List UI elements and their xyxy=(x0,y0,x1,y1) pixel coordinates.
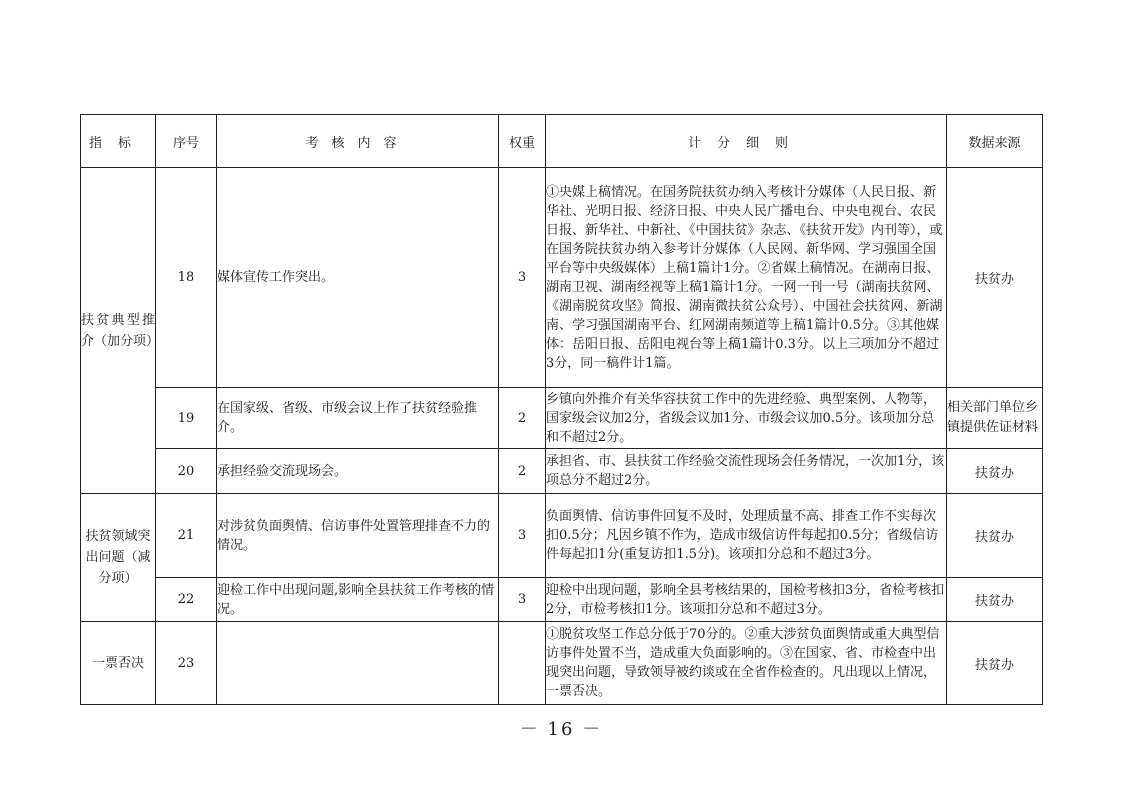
table-row xyxy=(81,494,1043,578)
row-content: 媒体宣传工作突出。 xyxy=(217,168,499,388)
row-weight: 3 xyxy=(499,168,546,388)
row-rule: 迎检中出现问题，影响全县考核结果的，国检考核扣3分，省检考核扣2分，市检考核扣1分。该项扣分总和不超过3分。 xyxy=(546,578,947,622)
page-number: － 16 － xyxy=(519,719,603,740)
table-header-row xyxy=(81,115,1043,168)
header-content: 考核内容 xyxy=(217,115,499,168)
table-row xyxy=(81,449,1043,494)
row-number: 21 xyxy=(156,494,217,578)
row-weight xyxy=(499,622,546,705)
header-scoring-rules: 计分细则 xyxy=(546,115,947,168)
category-cell: 扶贫典型推介（加分项） xyxy=(81,168,156,494)
row-content: 在国家级、省级、市级会议上作了扶贫经验推介。 xyxy=(217,388,499,449)
row-number: 19 xyxy=(156,388,217,449)
row-content xyxy=(217,622,499,705)
row-weight: 2 xyxy=(499,449,546,494)
row-number: 23 xyxy=(156,622,217,705)
row-weight: 2 xyxy=(499,388,546,449)
row-content: 承担经验交流现场会。 xyxy=(217,449,499,494)
row-number: 20 xyxy=(156,449,217,494)
table-row xyxy=(81,388,1043,449)
row-number: 22 xyxy=(156,578,217,622)
row-source: 扶贫办 xyxy=(947,494,1043,578)
row-weight: 3 xyxy=(499,578,546,622)
row-rule: ①央媒上稿情况。在国务院扶贫办纳入考核计分媒体（人民日报、新华社、光明日报、经济日报、中央人民广播电台、中央电视台、农民日报、新华社、中新社、《中国扶贫》杂志、《扶贫开发》内刊等），或在国务院扶贫办纳入参考计分媒体（人民网、新华网、学习强国全国平台等中央级媒体）上稿1篇计1分。②省媒上稿情况。在湖南日报、湖南卫视、湖南经视等上稿1篇计1分。一网一刊一号（湖南扶贫网、《湖南脱贫攻坚》简报、湖南微扶贫公众号）、中国社会扶贫网、新湖南、学习强国湖南平台、红网湖南频道等上稿1篇计0.5分。③其他媒体：岳阳日报、岳阳电视台等上稿1篇计0.3分。以上三项加分不超过3分，同一稿件计1篇。 xyxy=(546,168,947,388)
row-content: 迎检工作中出现问题,影响全县扶贫工作考核的情况。 xyxy=(217,578,499,622)
row-content: 对涉贫负面舆情、信访事件处置管理排查不力的情况。 xyxy=(217,494,499,578)
row-source: 扶贫办 xyxy=(947,168,1043,388)
assessment-table xyxy=(80,114,1043,705)
row-rule: 承担省、市、县扶贫工作经验交流性现场会任务情况，一次加1分，该项总分不超过2分。 xyxy=(546,449,947,494)
header-weight: 权重 xyxy=(499,115,546,168)
row-source: 扶贫办 xyxy=(947,578,1043,622)
row-source: 扶贫办 xyxy=(947,622,1043,705)
row-rule: 负面舆情、信访事件回复不及时，处理质量不高、排查工作不实每次扣0.5分；凡因乡镇不作为，造成市级信访件每起扣0.5分；省级信访件每起扣1分(重复访扣1.5分)。该项扣分总和不超过3分。 xyxy=(546,494,947,578)
header-data-source: 数据来源 xyxy=(947,115,1043,168)
row-source: 相关部门单位乡镇提供佐证材料 xyxy=(947,388,1043,449)
row-weight: 3 xyxy=(499,494,546,578)
row-rule: ①脱贫攻坚工作总分低于70分的。②重大涉贫负面舆情或重大典型信访事件处置不当，造成重大负面影响的。③在国家、省、市检查中出现突出问题，导致领导被约谈或在全省作检查的。凡出现以上情况，一票否决。 xyxy=(546,622,947,705)
table-row xyxy=(81,622,1043,705)
table-row xyxy=(81,168,1043,388)
row-rule: 乡镇向外推介有关华容扶贫工作中的先进经验、典型案例、人物等，国家级会议加2分，省级会议加1分、市级会议加0.5分。该项加分总和不超过2分。 xyxy=(546,388,947,449)
header-indicator: 指标 xyxy=(81,115,156,168)
row-source: 扶贫办 xyxy=(947,449,1043,494)
row-number: 18 xyxy=(156,168,217,388)
header-number: 序号 xyxy=(156,115,217,168)
category-cell: 一票否决 xyxy=(81,622,156,705)
category-cell: 扶贫领域突出问题（减分项） xyxy=(81,494,156,622)
table-row xyxy=(81,578,1043,622)
